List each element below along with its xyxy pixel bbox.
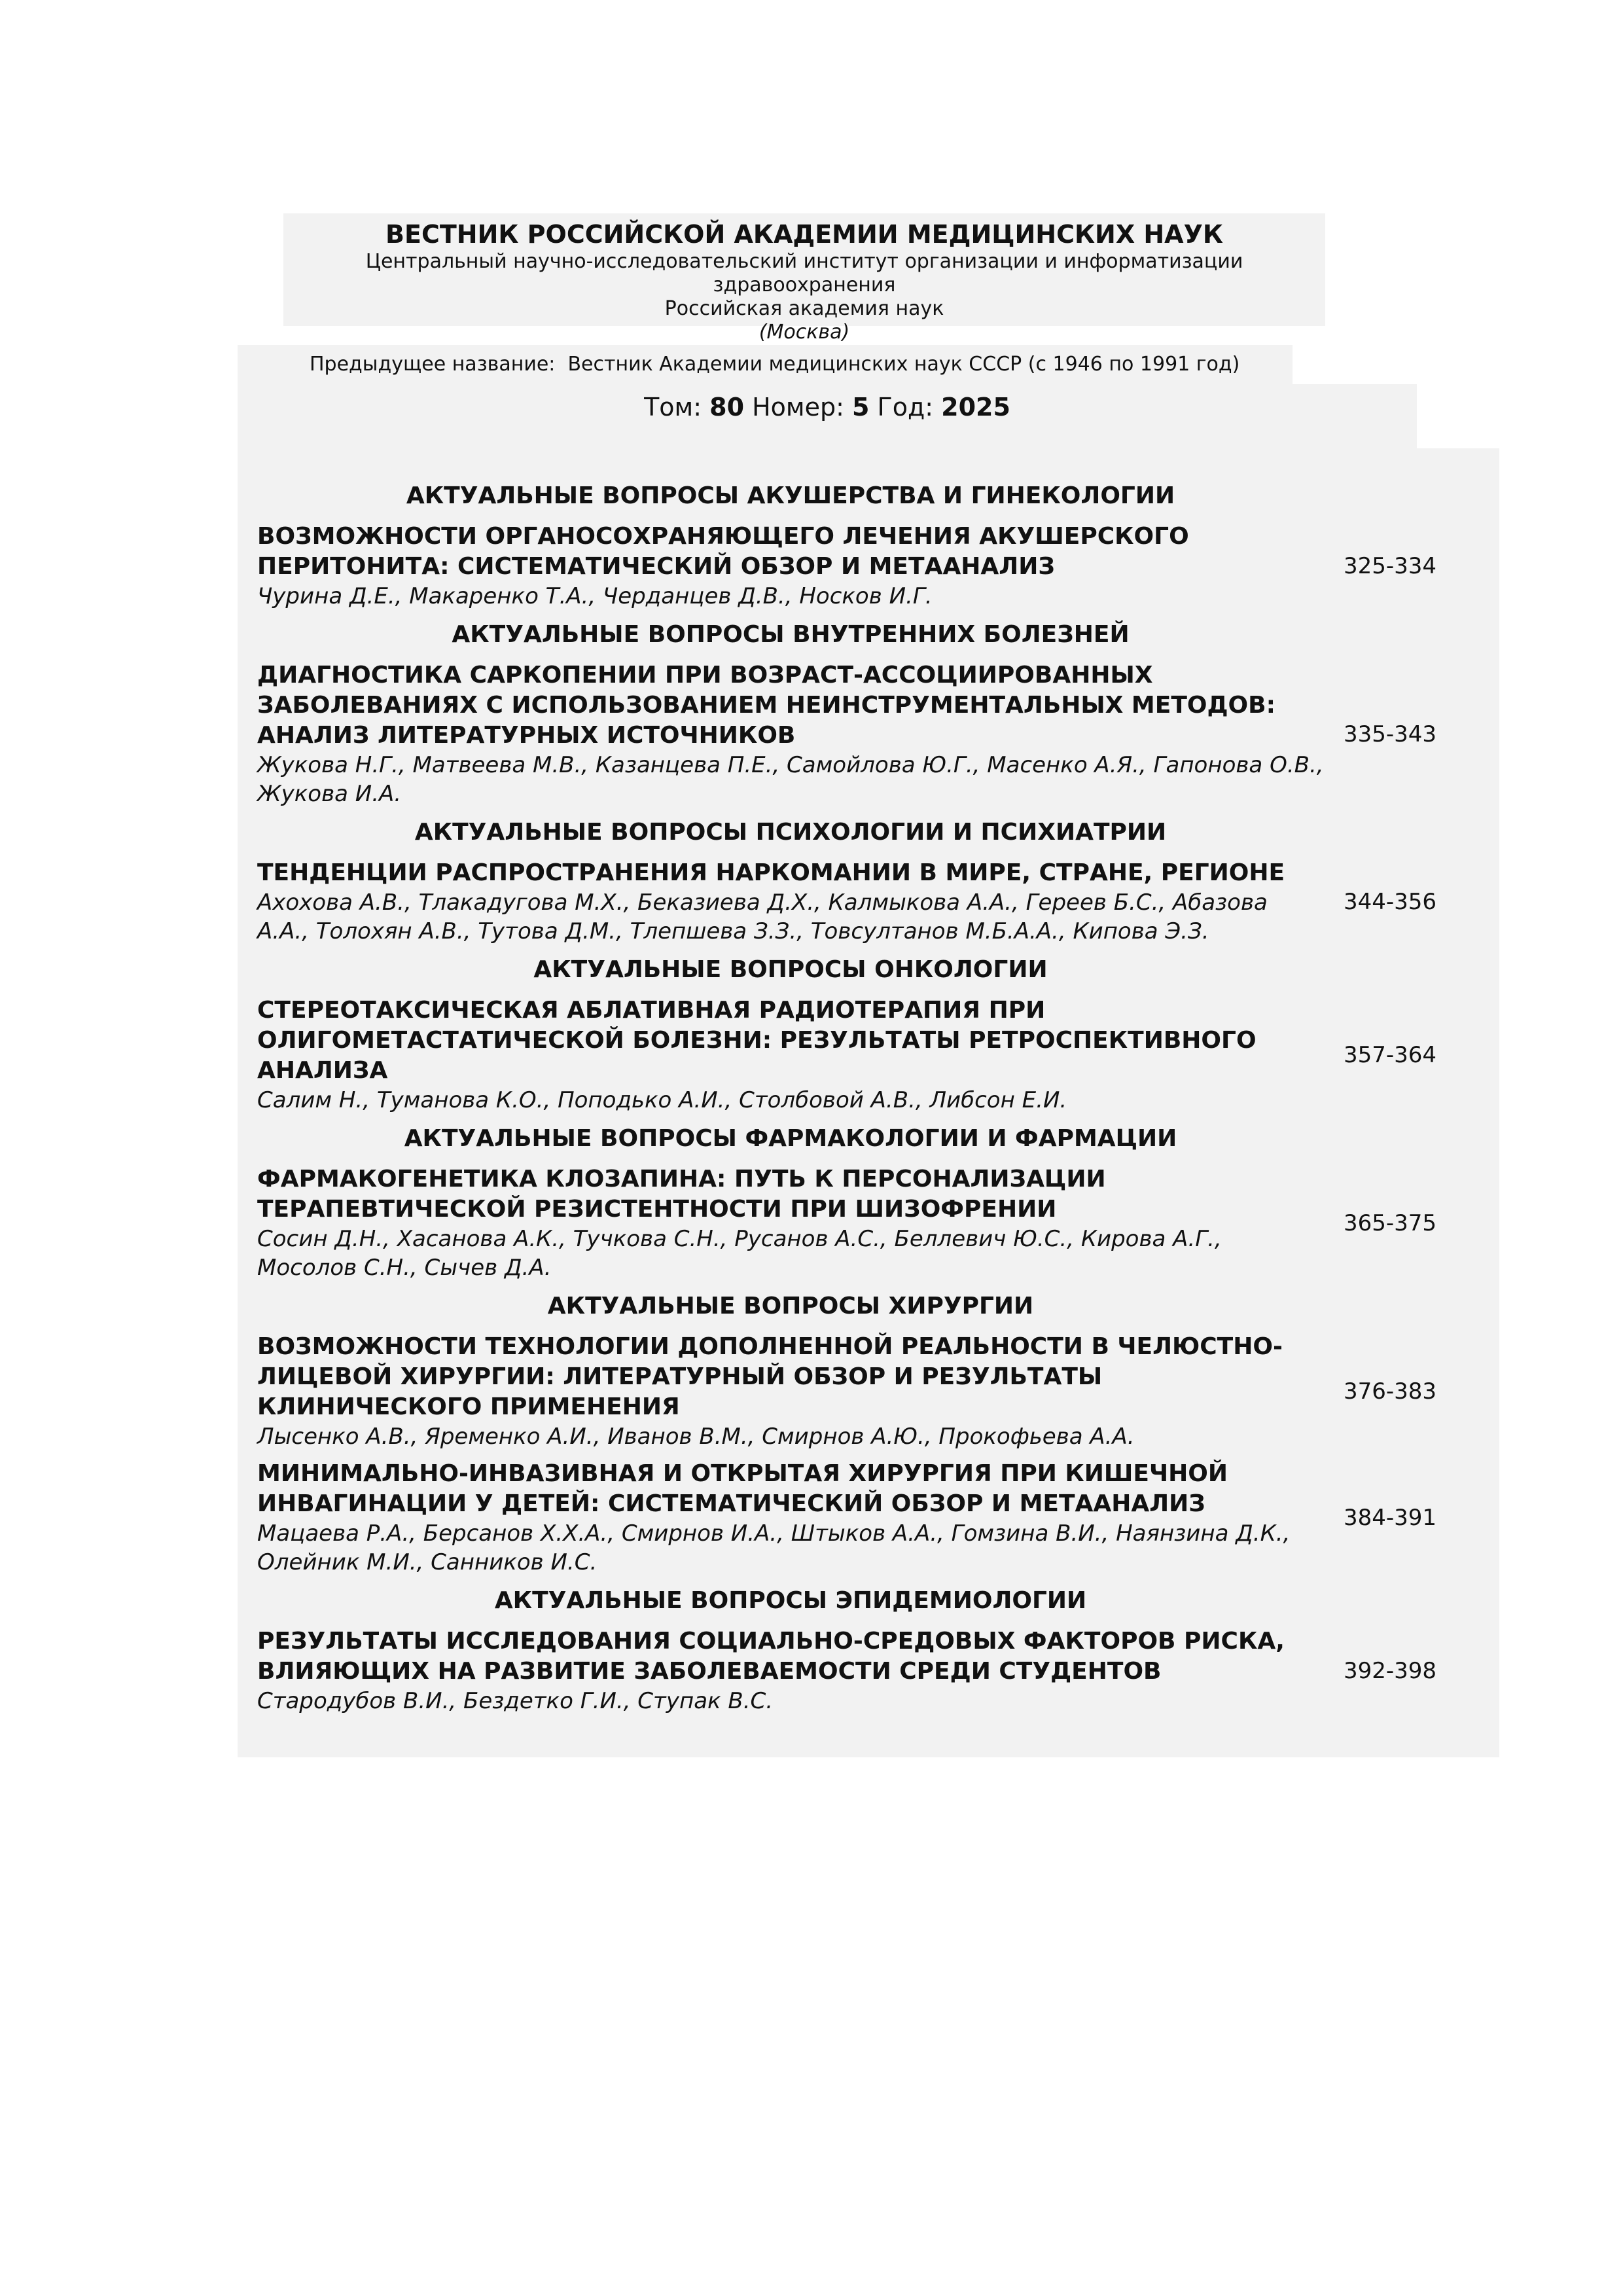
previous-name-row — [238, 345, 1293, 384]
previous-name-label: Предыдущее название: — [310, 353, 556, 376]
journal-institute: Центральный научно-исследовательский институт организации и информатизации здравоохранения — [365, 250, 1243, 296]
journal-header — [283, 213, 1325, 344]
previous-name-value: Вестник Академии медицинских наук СССР (с 1946 по 1991 год) — [567, 353, 1240, 376]
article-pages: 376-383 — [1344, 1378, 1437, 1405]
article-text — [257, 996, 1324, 1115]
article-authors: Салим Н., Туманова К.О., Поподько А.И., Столбовой А.В., Либсон Е.И. — [257, 1087, 1067, 1113]
article-entry — [257, 660, 1488, 808]
journal-academy: Российская академия наук — [664, 297, 944, 320]
article-pages: 344-356 — [1344, 889, 1437, 915]
article-pages: 325-334 — [1344, 553, 1437, 579]
section-heading: АКТУАЛЬНЫЕ ВОПРОСЫ ПСИХОЛОГИИ И ПСИХИАТРИИ — [414, 819, 1167, 846]
article-text — [257, 1164, 1324, 1282]
article-pages: 335-343 — [1344, 721, 1437, 747]
year-value: 2025 — [941, 393, 1010, 422]
issue-info — [238, 384, 1417, 448]
volume-value: 80 — [709, 393, 745, 422]
article-authors: Ахохова А.В., Тлакадугова М.Х., Беказиева Д.Х., Калмыкова А.А., Гереев Б.С., Абазова А.А., Толохян А.В., Тутова Д.М., Тлепшева З.З., Товсултанов М.Б.А.А., Кипова Э.З. — [257, 889, 1268, 944]
volume-label: Том: — [644, 393, 702, 422]
number-value: 5 — [852, 393, 870, 422]
journal-title: ВЕСТНИК РОССИЙСКОЙ АКАДЕМИИ МЕДИЦИНСКИХ НАУК — [385, 220, 1223, 249]
article-authors: Мацаева Р.А., Берсанов Х.Х.А., Смирнов И.А., Штыков А.А., Гомзина В.И., Наянзина Д.К., Олейник М.И., Санников И.С. — [257, 1520, 1291, 1575]
year-label: Год: — [877, 393, 934, 422]
article-entry — [257, 1164, 1488, 1282]
section-heading: АКТУАЛЬНЫЕ ВОПРОСЫ ХИРУРГИИ — [547, 1293, 1034, 1319]
journal-city: (Москва) — [758, 321, 850, 344]
article-entry — [257, 996, 1488, 1115]
article-title-link[interactable]: МИНИМАЛЬНО-ИНВАЗИВНАЯ И ОТКРЫТАЯ ХИРУРГИЯ ПРИ КИШЕЧНОЙ ИНВАГИНАЦИИ У ДЕТЕЙ: СИСТЕМАТИЧЕСКИЙ ОБЗОР И МЕТААНАЛИЗ — [257, 1460, 1228, 1517]
section-heading: АКТУАЛЬНЫЕ ВОПРОСЫ ОНКОЛОГИИ — [533, 956, 1048, 983]
article-entry — [257, 1459, 1488, 1577]
article-text — [257, 522, 1324, 611]
article-title-link[interactable]: ВОЗМОЖНОСТИ ТЕХНОЛОГИИ ДОПОЛНЕННОЙ РЕАЛЬНОСТИ В ЧЕЛЮСТНО-ЛИЦЕВОЙ ХИРУРГИИ: ЛИТЕРАТУРНЫЙ ОБЗОР И РЕЗУЛЬТАТЫ КЛИНИЧЕСКОГО ПРИМЕНЕНИЯ — [257, 1333, 1283, 1420]
article-authors: Сосин Д.Н., Хасанова А.К., Тучкова С.Н., Русанов А.С., Беллевич Ю.С., Кирова А.Г., Мосолов С.Н., Сычев Д.А. — [257, 1226, 1222, 1281]
article-authors: Жукова Н.Г., Матвеева М.В., Казанцева П.Е., Самойлова Ю.Г., Масенко А.Я., Гапонова О.В., Жукова И.А. — [257, 752, 1324, 807]
article-entry — [257, 858, 1488, 946]
article-title-link[interactable]: РЕЗУЛЬТАТЫ ИССЛЕДОВАНИЯ СОЦИАЛЬНО-СРЕДОВЫХ ФАКТОРОВ РИСКА, ВЛИЯЮЩИХ НА РАЗВИТИЕ ЗАБОЛЕВАЕМОСТИ СРЕДИ СТУДЕНТОВ — [257, 1628, 1285, 1685]
section-heading: АКТУАЛЬНЫЕ ВОПРОСЫ ЭПИДЕМИОЛОГИИ — [494, 1587, 1087, 1614]
number-label: Номер: — [752, 393, 844, 422]
section-heading: АКТУАЛЬНЫЕ ВОПРОСЫ ВНУТРЕННИХ БОЛЕЗНЕЙ — [452, 621, 1130, 648]
table-of-contents — [238, 448, 1499, 1757]
article-entry — [257, 1626, 1488, 1715]
article-pages: 365-375 — [1344, 1210, 1437, 1236]
section-heading: АКТУАЛЬНЫЕ ВОПРОСЫ ФАРМАКОЛОГИИ И ФАРМАЦИИ — [404, 1125, 1177, 1152]
toc-list — [257, 480, 1488, 1723]
article-authors: Лысенко А.В., Яременко А.И., Иванов В.М., Смирнов А.Ю., Прокофьева А.А. — [257, 1424, 1135, 1450]
article-entry — [257, 1332, 1488, 1451]
article-authors: Стародубов В.И., Бездетко Г.И., Ступак В.С. — [257, 1688, 774, 1714]
article-entry — [257, 522, 1488, 611]
article-pages: 384-391 — [1344, 1505, 1437, 1531]
article-title-link[interactable]: СТЕРЕОТАКСИЧЕСКАЯ АБЛАТИВНАЯ РАДИОТЕРАПИЯ ПРИ ОЛИГОМЕТАСТАТИЧЕСКОЙ БОЛЕЗНИ: РЕЗУЛЬТАТЫ РЕТРОСПЕКТИВНОГО АНАЛИЗА — [257, 997, 1257, 1084]
article-pages: 357-364 — [1344, 1042, 1437, 1068]
article-text — [257, 660, 1324, 808]
article-text — [257, 1332, 1324, 1451]
article-title-link[interactable]: ДИАГНОСТИКА САРКОПЕНИИ ПРИ ВОЗРАСТ-АССОЦИИРОВАННЫХ ЗАБОЛЕВАНИЯХ С ИСПОЛЬЗОВАНИЕМ НЕИНСТРУМЕНТАЛЬНЫХ МЕТОДОВ: АНАЛИЗ ЛИТЕРАТУРНЫХ ИСТОЧНИКОВ — [257, 662, 1275, 749]
article-authors: Чурина Д.Е., Макаренко Т.А., Черданцев Д.В., Носков И.Г. — [257, 583, 933, 609]
article-text — [257, 1459, 1324, 1577]
article-title-link[interactable]: ФАРМАКОГЕНЕТИКА КЛОЗАПИНА: ПУТЬ К ПЕРСОНАЛИЗАЦИИ ТЕРАПЕВТИЧЕСКОЙ РЕЗИСТЕНТНОСТИ ПРИ ШИЗОФРЕНИИ — [257, 1166, 1106, 1223]
article-title-link[interactable]: ТЕНДЕНЦИИ РАСПРОСТРАНЕНИЯ НАРКОМАНИИ В МИРЕ, СТРАНЕ, РЕГИОНЕ — [257, 859, 1285, 886]
article-text — [257, 1626, 1324, 1715]
section-heading: АКТУАЛЬНЫЕ ВОПРОСЫ АКУШЕРСТВА И ГИНЕКОЛОГИИ — [406, 482, 1175, 509]
article-title-link[interactable]: ВОЗМОЖНОСТИ ОРГАНОСОХРАНЯЮЩЕГО ЛЕЧЕНИЯ АКУШЕРСКОГО ПЕРИТОНИТА: СИСТЕМАТИЧЕСКИЙ ОБЗОР И МЕТААНАЛИЗ — [257, 523, 1189, 580]
article-pages: 392-398 — [1344, 1658, 1437, 1684]
article-text — [257, 858, 1324, 946]
